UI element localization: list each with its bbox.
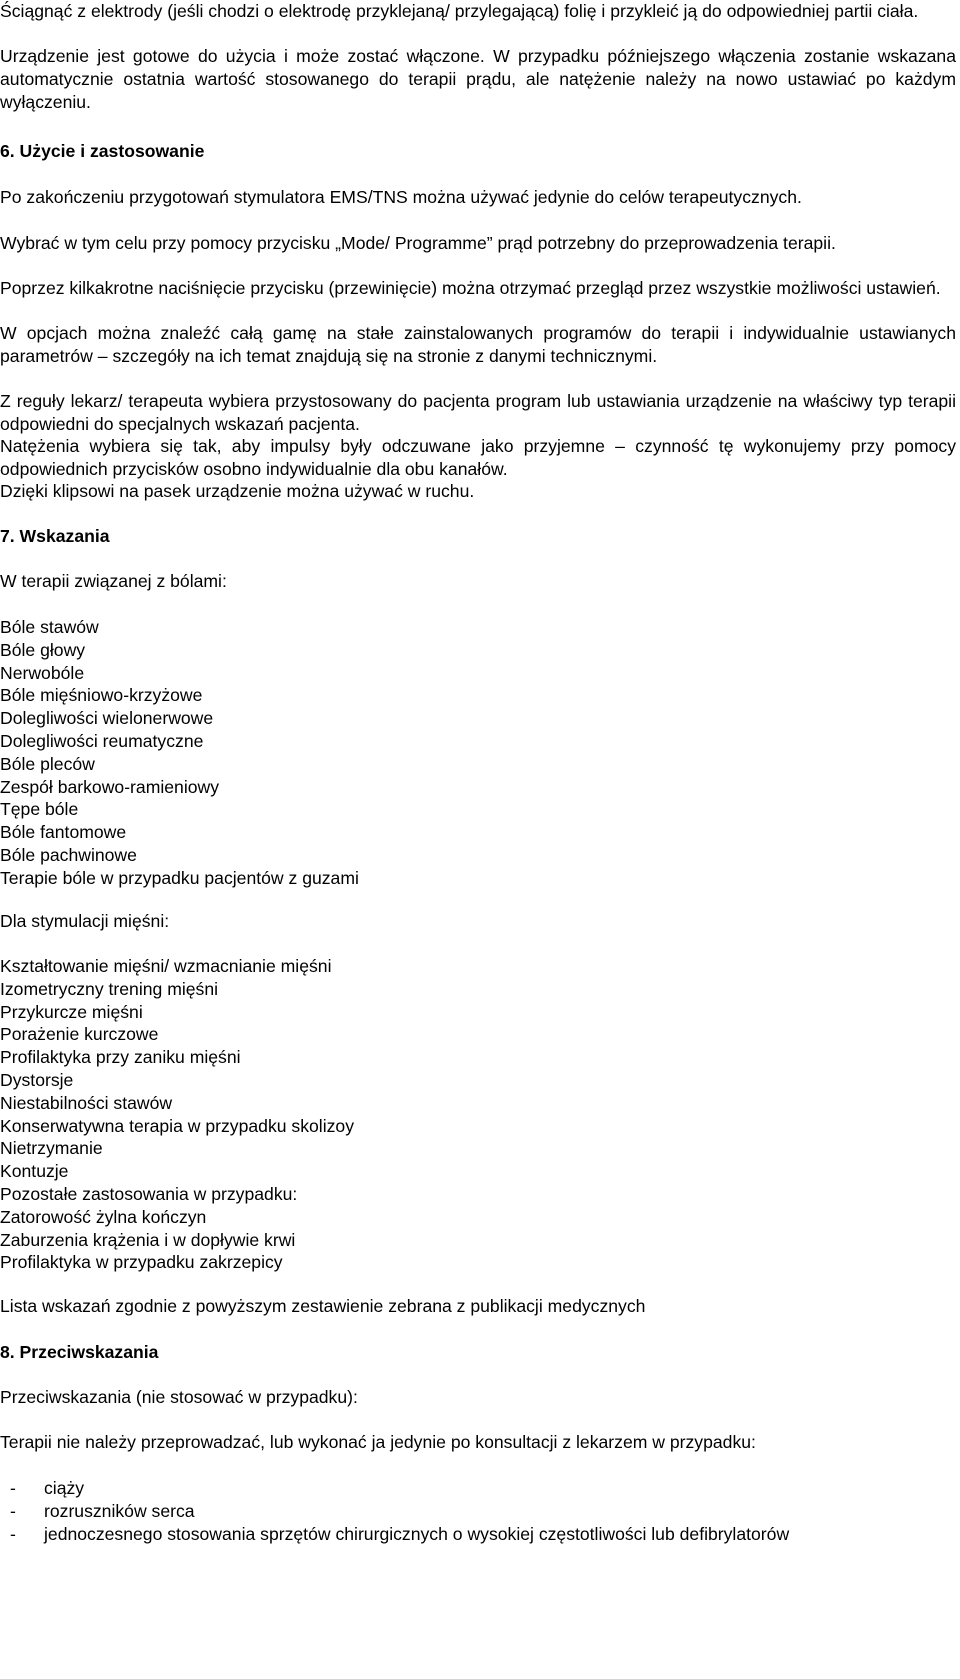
list-item [0, 1523, 956, 1546]
list-item: Bóle mięśniowo-krzyżowe [0, 685, 203, 706]
section-6-paragraph-1: Po zakończeniu przygotowań stymulatora EMS/TNS można używać jedynie do celów terapeutycznych. [0, 187, 802, 207]
contraindications-list [0, 1477, 956, 1545]
section-6-paragraph-3: Poprzez kilkakrotne naciśnięcie przycisku (przewinięcie) można otrzymać przegląd przez wszystkie możliwości ustawień. [0, 278, 941, 298]
section-6-paragraph-5: Z reguły lekarz/ terapeuta wybiera przystosowany do pacjenta program lub ustawiania urządzenie na właściwy typ terapii odpowiedni do specjalnych wskazań pacjenta. [0, 391, 956, 434]
list-item: Profilaktyka przy zaniku mięśni [0, 1047, 241, 1068]
list-item: Dystorsje [0, 1069, 74, 1090]
intro-paragraph-2: Urządzenie jest gotowe do użycia i może zostać włączone. W przypadku późniejszego włączenia zostanie wskazana automatycznie ostatnia wartość stosowanego do terapii prądu, ale natężenie należy na nowo ustawiać po każdym wyłączeniu. [0, 46, 956, 112]
pain-indications-list [0, 616, 956, 890]
list-item: Kontuzje [0, 1161, 69, 1182]
list-item: Przykurcze mięśni [0, 1001, 143, 1022]
list-item-text: ciąży [44, 1478, 85, 1498]
dash-bullet: - [10, 1478, 16, 1498]
dash-bullet: - [10, 1500, 16, 1521]
consultation-note: Terapii nie należy przeprowadzać, lub wykonać ja jedynie po konsultacji z lekarzem w przypadku: [0, 1432, 756, 1452]
section-6-paragraph-4: W opcjach można znaleźć całą gamę na stałe zainstalowanych programów do terapii i indywidualnie ustawianych parametrów – szczegóły na ich temat znajdują się na stronie z danymi technicznymi. [0, 323, 956, 366]
list-item-text: jednoczesnego stosowania sprzętów chirurgicznych o wysokiej częstotliwości lub defibrylatorów [44, 1523, 790, 1544]
section-7-heading: 7. Wskazania [0, 526, 110, 546]
list-item: Niestabilności stawów [0, 1092, 173, 1113]
list-item: Profilaktyka w przypadku zakrzepicy [0, 1252, 283, 1273]
list-item: Nerwobóle [0, 662, 85, 683]
list-item: Zatorowość żylna kończyn [0, 1206, 207, 1227]
section-6-paragraph-6: Natężenia wybiera się tak, aby impulsy były odczuwane jako przyjemne – czynność tę wykonujemy przy pomocy odpowiednich przycisków osobno indywidualnie dla obu kanałów. [0, 436, 956, 479]
muscle-indications-list [0, 955, 956, 1274]
indications-source-note: Lista wskazań zgodnie z powyższym zestawienie zebrana z publikacji medycznych [0, 1296, 646, 1316]
muscle-stimulation-intro: Dla stymulacji mięśni: [0, 911, 170, 931]
section-6-paragraph-2: Wybrać w tym celu przy pomocy przycisku „Mode/ Programme” prąd potrzebny do przeprowadzenia terapii. [0, 233, 836, 253]
list-item: Kształtowanie mięśni/ wzmacnianie mięśni [0, 956, 332, 976]
list-item: Terapie bóle w przypadku pacjentów z guzami [0, 867, 359, 888]
section-6-heading: 6. Użycie i zastosowanie [0, 141, 205, 161]
contraindications-intro: Przeciwskazania (nie stosować w przypadku): [0, 1387, 358, 1407]
list-item: Zaburzenia krążenia i w dopływie krwi [0, 1229, 296, 1250]
list-item: Bóle pleców [0, 753, 95, 774]
list-item: Konserwatywna terapia w przypadku skolizoy [0, 1115, 354, 1136]
list-item: Pozostałe zastosowania w przypadku: [0, 1183, 298, 1204]
list-item: Dolegliwości wielonerwowe [0, 708, 214, 729]
dash-bullet: - [10, 1523, 16, 1544]
list-item: Zespół barkowo-ramieniowy [0, 776, 220, 797]
list-item: Bóle pachwinowe [0, 844, 137, 865]
list-item: Tępe bóle [0, 799, 79, 820]
list-item-text: rozruszników serca [44, 1500, 195, 1521]
list-item: Dolegliwości reumatyczne [0, 730, 204, 751]
list-item: Bóle głowy [0, 639, 86, 660]
list-item: Bóle fantomowe [0, 822, 127, 843]
section-8-heading: 8. Przeciwskazania [0, 1342, 159, 1362]
pain-therapy-intro: W terapii związanej z bólami: [0, 571, 227, 591]
section-6-paragraph-7: Dzięki klipsowi na pasek urządzenie można używać w ruchu. [0, 481, 475, 501]
list-item [0, 1500, 956, 1523]
list-item: Porażenie kurczowe [0, 1024, 159, 1045]
intro-paragraph-1: Ściągnąć z elektrody (jeśli chodzi o elektrodę przyklejaną/ przylegającą) folię i przykleić ją do odpowiedniej partii ciała. [0, 1, 919, 21]
list-item: Nietrzymanie [0, 1138, 103, 1159]
list-item: Bóle stawów [0, 617, 99, 637]
list-item: Izometryczny trening mięśni [0, 978, 219, 999]
list-item [0, 1477, 956, 1500]
